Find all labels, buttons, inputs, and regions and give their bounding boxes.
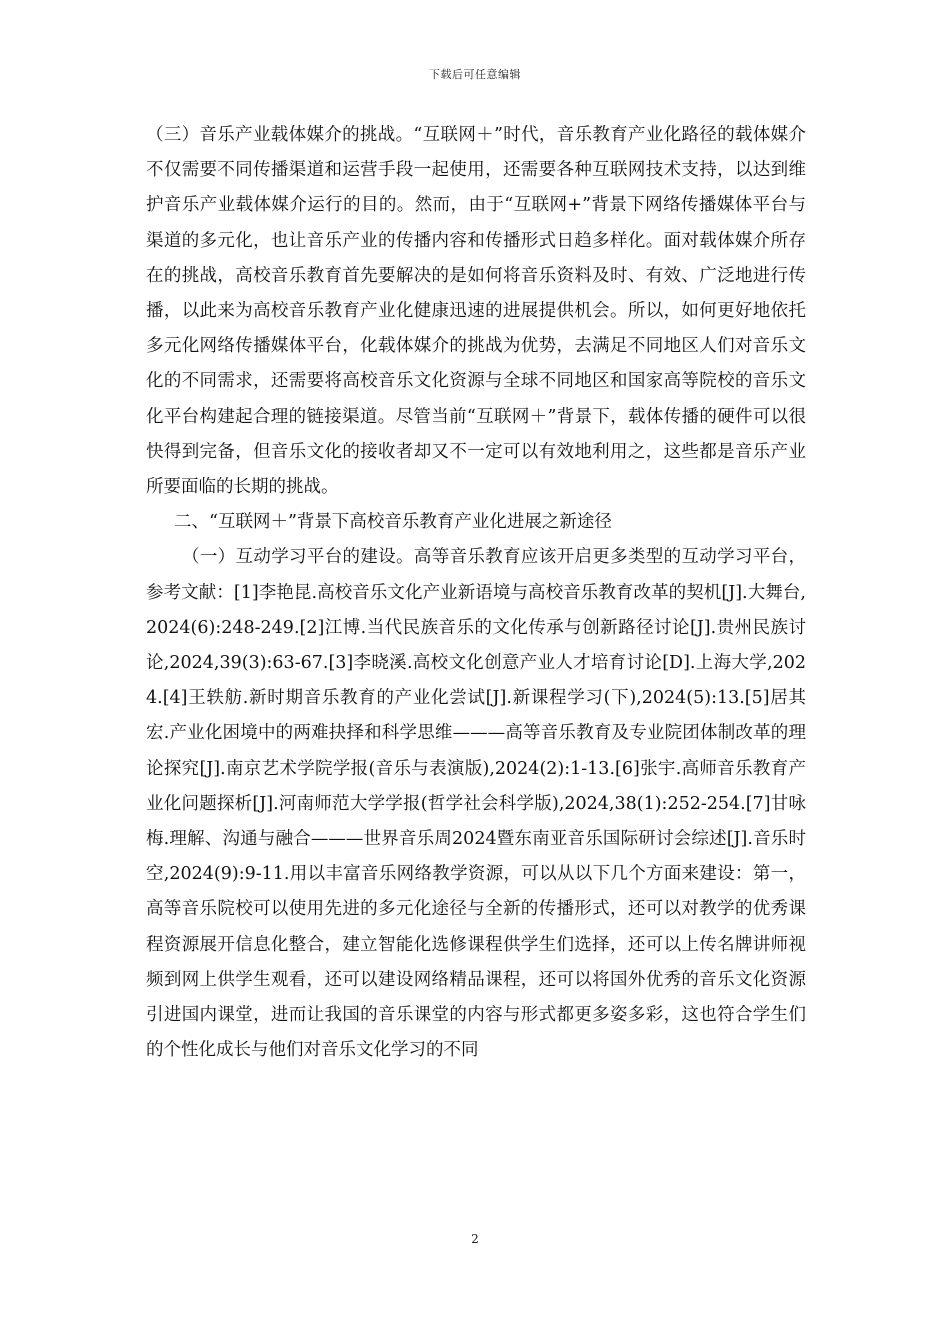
- paragraph-interactive-platform: （一）互动学习平台的建设。高等音乐教育应该开启更多类型的互动学习平台，参考文献：[1]李艳昆.高校音乐文化产业新语境与高校音乐教育改革的契机[J].大舞台,2024(6):248-249.[2]江博.当代民族音乐的文化传承与创新路径讨论[J].贵州民族讨论,2024,39(3):63-67.[3]李晓溪.高校文化创意产业人才培育讨论[D].上海大学,2024.[4]王轶舫.新时期音乐教育的产业化尝试[J].新课程学习(下),2024(5):13.[5]居其宏.产业化困境中的两难抉择和科学思维———高等音乐教育及专业院团体制改革的理论探究[J].南京艺术学院学报(音乐与表演版),2024(2):1-13.[6]张宇.高师音乐教育产业化问题探析[J].河南师范大学学报(哲学社会科学版),2024,38(1):252-254.[7]甘咏梅.理解、沟通与融合———世界音乐周2024暨东南亚音乐国际研讨会综述[J].音乐时空,2024(9):9-11.用以丰富音乐网络教学资源，可以从以下几个方面来建设：第一，高等音乐院校可以使用先进的多元化途径与全新的传播形式，还可以对教学的优秀课程资源展开信息化整合，建立智能化选修课程供学生们选择，还可以上传名牌讲师视频到网上供学生观看，还可以建设网络精品课程，还可以将国外优秀的音乐文化资源引进国内课堂，进而让我国的音乐课堂的内容与形式都更多姿多彩，这也符合学生们的个性化成长与他们对音乐文化学习的不同: [146, 547, 806, 1061]
- section-heading: 二、“互联网＋”背景下高校音乐教育产业化进展之新途径: [174, 512, 612, 533]
- paragraph-carrier-media-challenge: （三）音乐产业载体媒介的挑战。“互联网＋”时代，音乐教育产业化路径的载体媒介不仅需要不同传播渠道和运营手段一起使用，还需要各种互联网技术支持，以达到维护音乐产业载体媒介运行的目的。然而，由于“互联网+”背景下网络传播媒体平台与渠道的多元化，也让音乐产业的传播内容和传播形式日趋多样化。面对载体媒介所存在的挑战，高校音乐教育首先要解决的是如何将音乐资料及时、有效、广泛地进行传播，以此来为高校音乐教育产业化健康迅速的进展提供机会。所以，如何更好地依托多元化网络传播媒体平台，化载体媒介的挑战为优势，去满足不同地区人们对音乐文化的不同需求，还需要将高校音乐文化资源与全球不同地区和国家高等院校的音乐文化平台构建起合理的链接渠道。尽管当前“互联网＋”背景下，载体传播的硬件可以很快得到完备，但音乐文化的接收者却又不一定可以有效地利用之，这些都是音乐产业所要面临的长期的挑战。: [146, 125, 806, 498]
- page-number: 2: [471, 1232, 479, 1246]
- document-body: [146, 118, 806, 1068]
- page-header: 下载后可任意编辑: [429, 68, 521, 81]
